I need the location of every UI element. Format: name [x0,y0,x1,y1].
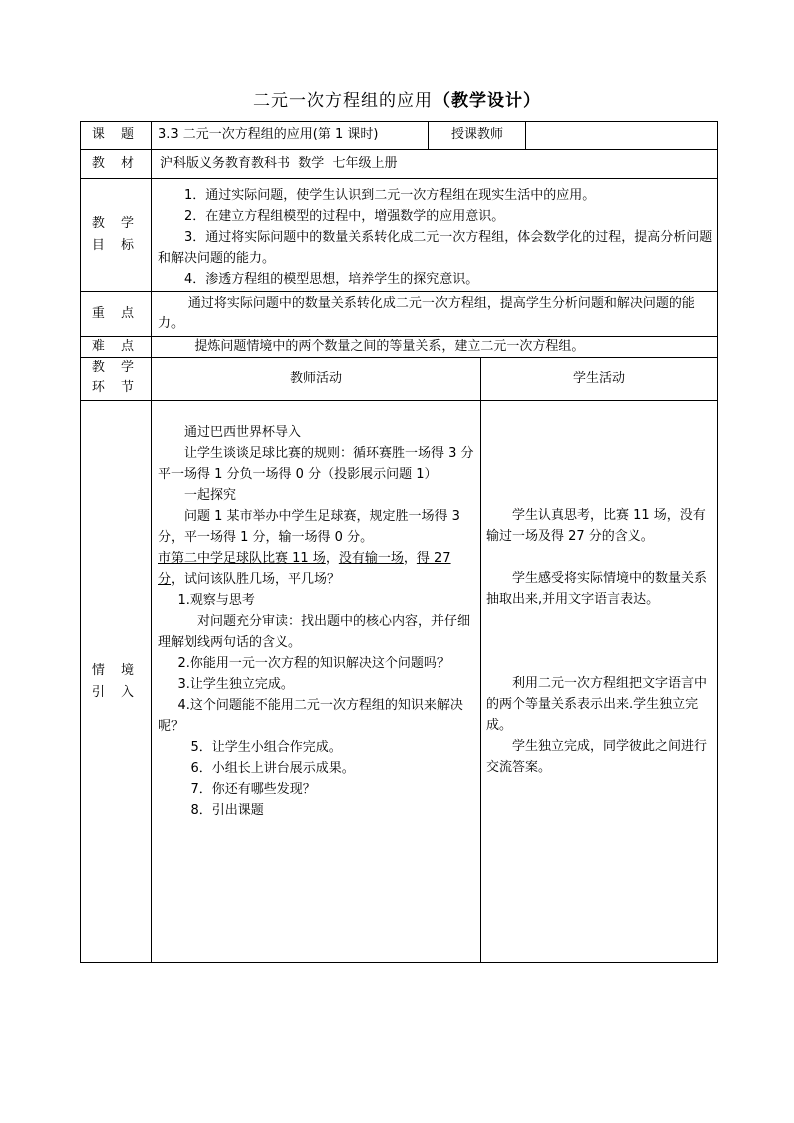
table-border-right [717,121,718,963]
table-row-line [80,178,718,179]
table-row-line [80,357,718,358]
stage-name-line1: 情 境 [91,663,141,678]
title-sub: （教学设计） [433,91,541,111]
table-row-line [80,149,718,150]
teacher-item-underlined: 市第二中学足球队比赛 11 场，没有输一场，得 27 分，试问该队胜几场，平几场？ [158,551,451,587]
teacher-item: 通过巴西世界杯导入 [184,425,302,440]
key-value [158,294,714,334]
table-row-line [80,121,718,122]
underline-phrase: 没有输一场 [338,551,404,566]
student-item: 利用二元一次方程组把文字语言中的两个等量关系表示出来.学生独立完成。 [486,676,708,733]
topic-label: 课 题 [91,127,141,142]
teacher-item: 7．你还有哪些发现？ [190,782,316,797]
difficulty-text: 提炼问题情境中的两个数量之间的等量关系，建立二元一次方程组。 [194,339,585,354]
stage-name-line2: 引 入 [91,685,141,700]
student-item: 学生认真思考，比赛 11 场，没有输过一场及得 27 分的含义。 [486,508,706,544]
goal-item: 4．渗透方程组的模型思想，培养学生的探究意识。 [184,272,479,287]
goal-item: 2．在建立方程组模型的过程中，增强数学的应用意识。 [184,209,505,224]
goals-label-line1: 教 学 [91,216,141,231]
table-row-line [80,400,718,401]
goals-list [158,185,714,290]
student-activity-header: 学生活动 [572,371,625,386]
material-value: 沪科版义务教育教科书 数学 七年级上册 [160,156,398,171]
student-item: 学生感受将实际情境中的数量关系抽取出来,并用文字语言表达。 [486,571,708,607]
teacher-activity-header: 教师活动 [289,371,342,386]
topic-value: 3.3 二元一次方程组的应用(第 1 课时) [158,127,379,142]
teacher-item: 5．让学生小组合作完成。 [190,740,342,755]
student-item: 学生独立完成，同学彼此之间进行交流答案。 [486,739,708,775]
title-main: 二元一次方程组的应用 [253,91,433,111]
table-col-divider-teacher [525,121,526,149]
goal-item: 3．通过将实际问题中的数量关系转化成二元一次方程组，体会数学化的过程，提高分析问题和解决问题的能力。 [158,230,713,266]
goal-item: 1．通过实际问题，使学生认识到二元一次方程组在现实生活中的应用。 [184,188,596,203]
student-activity-content [486,505,712,778]
table-col-divider [151,121,152,963]
teacher-activity-content [158,422,476,821]
difficulty-value [158,337,714,357]
teacher-item: 6．小组长上讲台展示成果。 [190,761,355,776]
underline-phrase: 市第二中学足球队比赛 11 场 [158,551,326,566]
difficulty-label: 难 点 [91,339,141,354]
stage-header-line2: 环 节 [91,380,141,395]
teacher-item: 一起探究 [184,488,237,503]
table-row-line [80,962,718,963]
key-text: 通过将实际问题中的数量关系转化成二元一次方程组，提高学生分析问题和解决问题的能力。 [158,296,695,331]
teacher-item: 4.这个问题能不能用二元一次方程组的知识来解决呢？ [158,698,463,734]
teacher-item: 1.观察与思考 [177,593,255,608]
underline-phrase: 得 27 分 [158,551,451,587]
teacher-item: 问题 1 某市举办中学生足球赛，规定胜一场得 3 分，平一场得 1 分，输一场得 0 分。 [158,509,460,545]
material-label: 教 材 [91,156,141,171]
teacher-label: 授课教师 [450,127,503,142]
teacher-item: 8．引出课题 [190,803,264,818]
teacher-item: 让学生谈谈足球比赛的规则：循环赛胜一场得 3 分平一场得 1 分负一场得 0 分（投影展示问题 1） [158,446,474,482]
table-col-divider-activities [480,357,481,963]
key-label: 重 点 [91,306,141,321]
teacher-item: 3.让学生独立完成。 [177,677,294,692]
stage-header-line1: 教 学 [91,360,141,375]
teacher-item: 对问题充分审读：找出题中的核心内容，并仔细理解划线两句话的含义。 [158,614,471,650]
table-row-line [80,291,718,292]
teacher-item: 2.你能用一元一次方程的知识解决这个问题吗？ [177,656,450,671]
goals-label-line2: 目 标 [91,238,141,253]
